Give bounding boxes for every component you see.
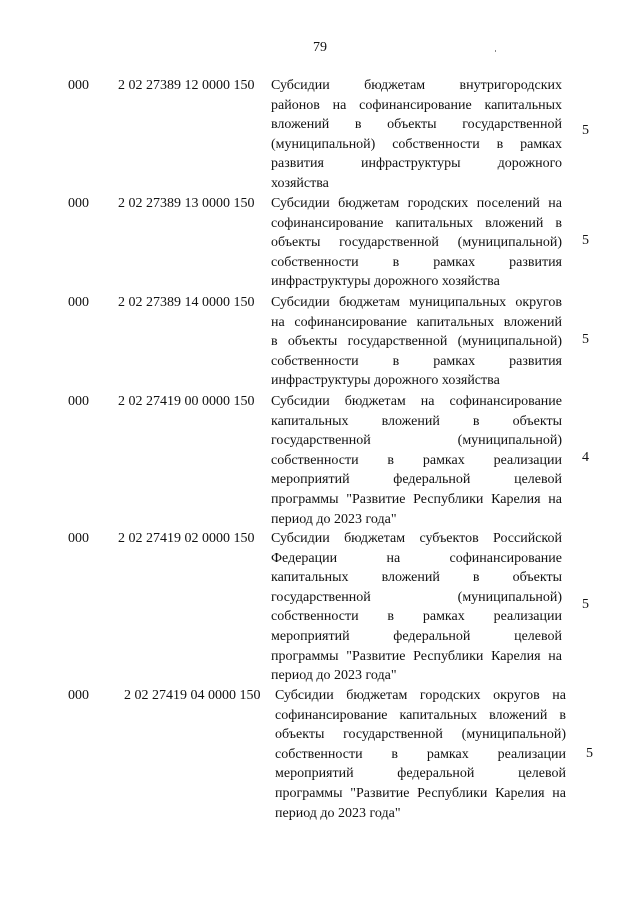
revenue-name [271,392,562,529]
name-line: объекты государственной (муниципальной) [271,235,562,251]
name-line: программы "Развитие Республики Карелия на [275,785,566,801]
revenue-name [275,686,566,823]
name-line: Субсидии бюджетам городских округов на [275,688,566,703]
name-line: софинансирование капитальных вложений в [271,215,562,231]
name-line: (муниципальной) собственности в рамках [271,136,562,152]
revenue-code: 2 02 27419 00 0000 150 [118,394,255,409]
revenue-name [271,76,562,194]
name-line: собственности в рамках развития [271,254,562,270]
name-line: программы "Развитие Республики Карелия на [271,648,562,664]
name-line: софинансирование капитальных вложений в [275,707,566,723]
admin-code: 000 [68,688,89,703]
name-line: мероприятий федеральной целевой [271,628,562,644]
revenue-name [271,194,562,292]
name-line: капитальных вложений в объекты [271,570,562,586]
page-number: 79 [313,40,327,55]
name-line: инфраструктуры дорожного хозяйства [271,274,500,290]
name-line: собственности в рамках реализации [271,609,562,625]
revenue-name [271,529,562,686]
name-line: инфраструктуры дорожного хозяйства [271,373,500,389]
amount-value: 5 [582,233,589,248]
name-line: собственности в рамках развития [271,353,562,369]
name-line: период до 2023 года" [271,511,397,527]
revenue-code: 2 02 27389 12 0000 150 [118,78,255,93]
admin-code: 000 [68,394,89,409]
name-line: капитальных вложений в объекты [271,413,562,429]
name-line: период до 2023 года" [275,805,401,821]
revenue-code: 2 02 27389 13 0000 150 [118,196,255,211]
revenue-code: 2 02 27419 02 0000 150 [118,531,255,546]
name-line: мероприятий федеральной целевой [275,766,566,782]
amount-value: 5 [582,597,589,612]
name-line: Субсидии бюджетам на софинансирование [271,394,562,409]
revenue-code: 2 02 27419 04 0000 150 [124,688,261,703]
revenue-code: 2 02 27389 14 0000 150 [118,295,255,310]
name-line: хозяйства [271,175,329,191]
name-line: Субсидии бюджетам городских поселений на [271,196,562,211]
name-line: программы "Развитие Республики Карелия на [271,491,562,507]
name-line: собственности в рамках реализации [271,452,562,468]
name-line: государственной (муниципальной) [271,433,562,449]
name-line: объекты государственной (муниципальной) [275,727,566,743]
admin-code: 000 [68,295,89,310]
name-line: на софинансирование капитальных вложений [271,314,562,330]
name-line: Субсидии бюджетам муниципальных округов [271,295,562,310]
name-line: районов на софинансирование капитальных [271,97,562,113]
name-line: мероприятий федеральной целевой [271,472,562,488]
name-line: Субсидии бюджетам внутригородских [271,78,562,93]
name-line: вложений в объекты государственной [271,117,562,133]
name-line: собственности в рамках реализации [275,746,566,762]
amount-value: 4 [582,450,589,465]
name-line: в объекты государственной (муниципальной) [271,334,562,350]
revenue-name [271,293,562,391]
name-line: государственной (муниципальной) [271,589,562,605]
name-line: период до 2023 года" [271,668,397,684]
admin-code: 000 [68,78,89,93]
admin-code: 000 [68,531,89,546]
amount-value: 5 [582,332,589,347]
scan-speck [495,50,496,52]
amount-value: 5 [582,123,589,138]
name-line: Субсидии бюджетам субъектов Российской [271,531,562,546]
name-line: Федерации на софинансирование [271,550,562,566]
amount-value: 5 [586,746,593,761]
admin-code: 000 [68,196,89,211]
name-line: развития инфраструктуры дорожного [271,156,562,172]
